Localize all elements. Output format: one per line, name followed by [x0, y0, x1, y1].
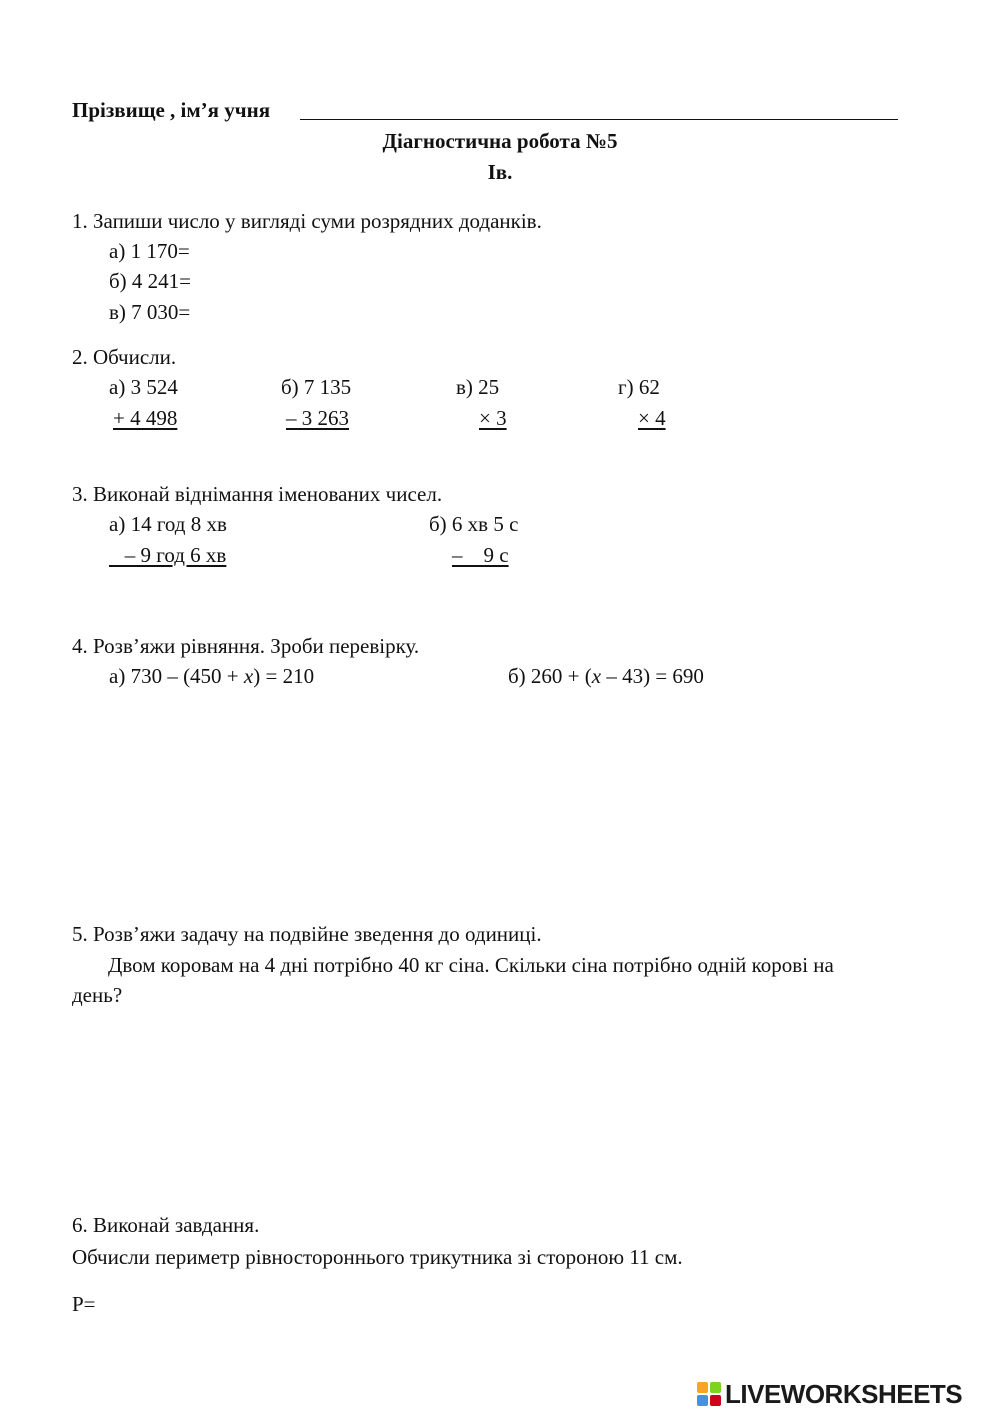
- student-name-label: Прізвище , ім’я учня: [72, 98, 271, 122]
- watermark-text: LIVEWORKSHEETS: [725, 1378, 963, 1409]
- task3-b-top: б) 6 хв 5 с: [429, 512, 519, 536]
- liveworksheets-logo-icon: [697, 1382, 721, 1406]
- task2-c-bottom: × 3: [479, 406, 507, 430]
- task2-d-bottom: × 4: [638, 406, 666, 430]
- task6-problem: Обчисли периметр рівностороннього трикутника зі стороною 11 см.: [72, 1245, 683, 1269]
- task4-equation-b-var: х: [591, 664, 602, 688]
- task5-prompt: 5. Розв’яжи задачу на подвійне зведення до одиниці.: [72, 922, 542, 946]
- task2-b-top: б) 7 135: [281, 375, 352, 399]
- task3-a-bottom: – 9 год 6 хв: [109, 543, 227, 567]
- task4-equation-b-post: – 43) = 690: [601, 664, 704, 688]
- page-title: Діагностична робота №5: [382, 129, 618, 153]
- task6-prompt: 6. Виконай завдання.: [72, 1213, 260, 1237]
- task1-item-c: в) 7 030=: [109, 300, 191, 324]
- task3-b-bottom: – 9 с: [452, 543, 509, 567]
- task5-problem-line1: Двом коровам на 4 дні потрібно 40 кг сіна. Скільки сіна потрібно одній корові на: [108, 953, 834, 977]
- task4-equation-a-var: х: [243, 664, 254, 688]
- task6-answer-label: Р=: [72, 1292, 96, 1316]
- variant-label: Ів.: [487, 160, 513, 184]
- logo-square-2: [710, 1382, 721, 1393]
- task4-equation-a: [109, 666, 314, 687]
- task4-equation-b: [508, 666, 704, 687]
- task4-equation-a-pre: а) 730 – (450 +: [109, 664, 244, 688]
- task2-b-bottom: – 3 263: [286, 406, 349, 430]
- logo-square-4: [710, 1395, 721, 1406]
- task1-prompt: 1. Запиши число у вигляді суми розрядних доданків.: [72, 209, 542, 233]
- liveworksheets-watermark: [697, 1378, 963, 1409]
- task2-a-bottom: + 4 498: [113, 406, 178, 430]
- task2-c-top: в) 25: [456, 375, 500, 399]
- task1-item-b: б) 4 241=: [109, 269, 192, 293]
- task4-prompt: 4. Розв’яжи рівняння. Зроби перевірку.: [72, 634, 420, 658]
- task3-a-top: а) 14 год 8 хв: [109, 512, 227, 536]
- task3-prompt: 3. Виконай віднімання іменованих чисел.: [72, 482, 443, 506]
- task4-equation-b-pre: б) 260 + (: [508, 664, 592, 688]
- logo-square-1: [697, 1382, 708, 1393]
- logo-square-3: [697, 1395, 708, 1406]
- task2-d-top: г) 62: [618, 375, 660, 399]
- task2-a-top: а) 3 524: [109, 375, 178, 399]
- task1-item-a: а) 1 170=: [109, 239, 190, 263]
- task2-prompt: 2. Обчисли.: [72, 345, 177, 369]
- task5-problem-line2: день?: [72, 983, 123, 1007]
- task4-equation-a-post: ) = 210: [253, 664, 315, 688]
- student-name-blank[interactable]: [300, 119, 898, 120]
